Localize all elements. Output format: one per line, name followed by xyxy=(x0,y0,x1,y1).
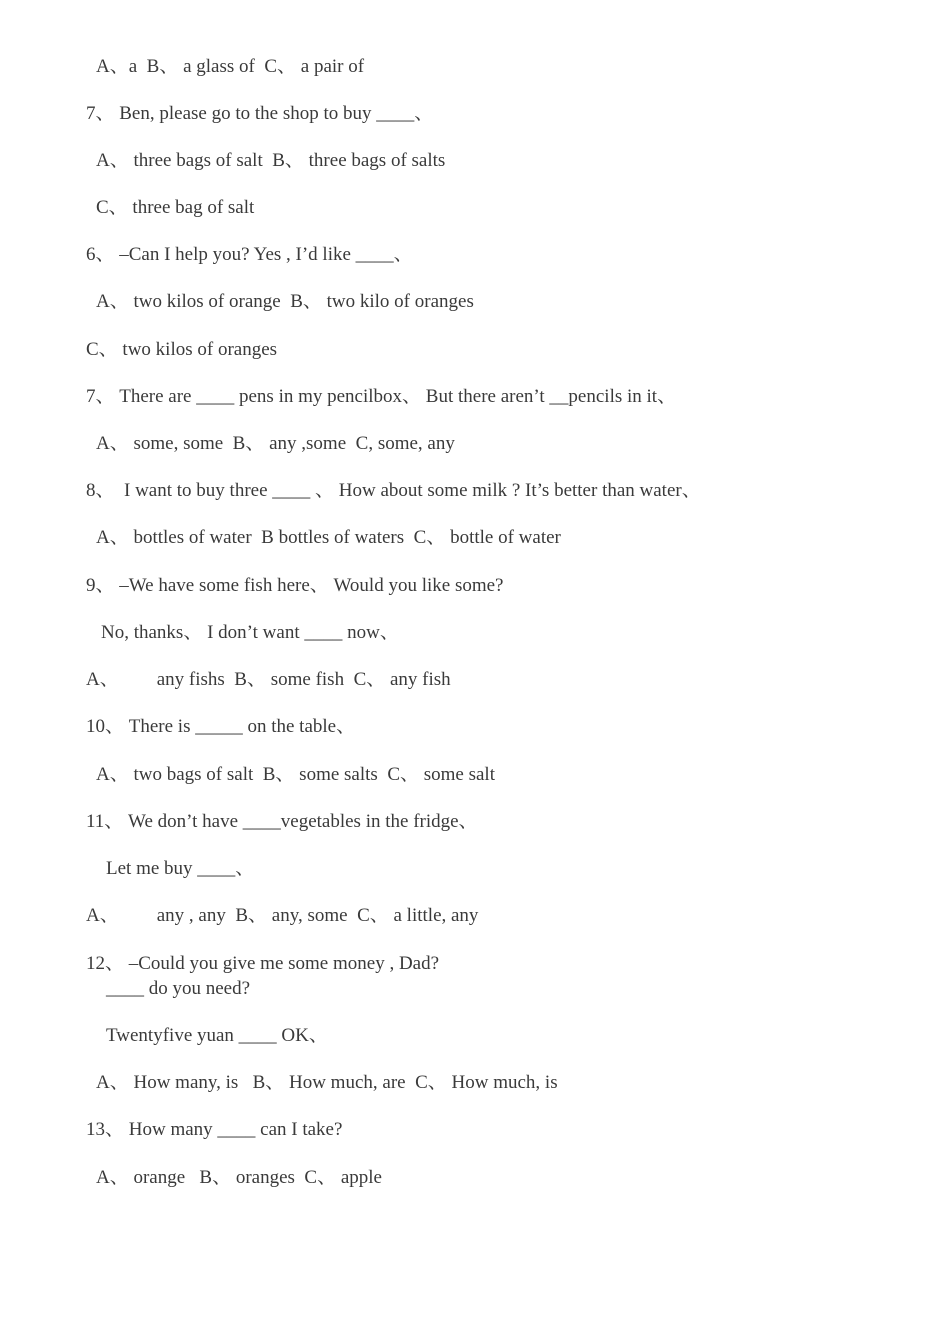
question-7-text: 7、 Ben, please go to the shop to buy ____、 xyxy=(86,103,434,124)
question-7b-text: 7、 There are ____ pens in my pencilbox、 But there aren’t __pencils in it、 xyxy=(86,386,677,407)
question-8-text: 8、 I want to buy three ____ 、 How about some milk ? It’s better than water、 xyxy=(86,480,701,501)
question-7b-options: A、 some, some B、 any ,some C, some, any xyxy=(96,433,455,454)
answer-options-line: A、a B、 a glass of C、 a pair of xyxy=(96,56,365,77)
question-9-options: A、 any fishs B、 some fish C、 any fish xyxy=(86,669,451,690)
question-12-text: 12、 –Could you give me some money , Dad? xyxy=(86,953,440,974)
question-11-options: A、 any , any B、 any, some C、 a little, any xyxy=(86,905,479,926)
question-7-options-ab: A、 three bags of salt B、 three bags of salts xyxy=(96,150,446,171)
question-11-continuation: Let me buy ____、 xyxy=(106,858,255,879)
question-6-options-ab: A、 two kilos of orange B、 two kilo of oranges xyxy=(96,291,474,312)
question-10-text: 10、 There is _____ on the table、 xyxy=(86,716,356,737)
question-8-options: A、 bottles of water B bottles of waters C、 bottle of water xyxy=(96,527,561,548)
question-12-options: A、 How many, is B、 How much, are C、 How much, is xyxy=(96,1072,558,1093)
question-12-continuation: ____ do you need? xyxy=(106,978,251,999)
question-9-reply: No, thanks、 I don’t want ____ now、 xyxy=(101,622,399,643)
question-11-text: 11、 We don’t have ____vegetables in the fridge、 xyxy=(86,811,478,832)
question-9-text: 9、 –We have some fish here、 Would you like some? xyxy=(86,575,504,596)
question-10-options: A、 two bags of salt B、 some salts C、 some salt xyxy=(96,764,495,785)
question-12-reply: Twentyfive yuan ____ OK、 xyxy=(106,1025,328,1046)
question-6-text: 6、 –Can I help you? Yes , I’d like ____、 xyxy=(86,244,413,265)
question-13-text: 13、 How many ____ can I take? xyxy=(86,1119,343,1140)
question-6-option-c: C、 two kilos of oranges xyxy=(86,339,278,360)
question-13-options: A、 orange B、 oranges C、 apple xyxy=(96,1167,382,1188)
question-7-option-c: C、 three bag of salt xyxy=(96,197,255,218)
